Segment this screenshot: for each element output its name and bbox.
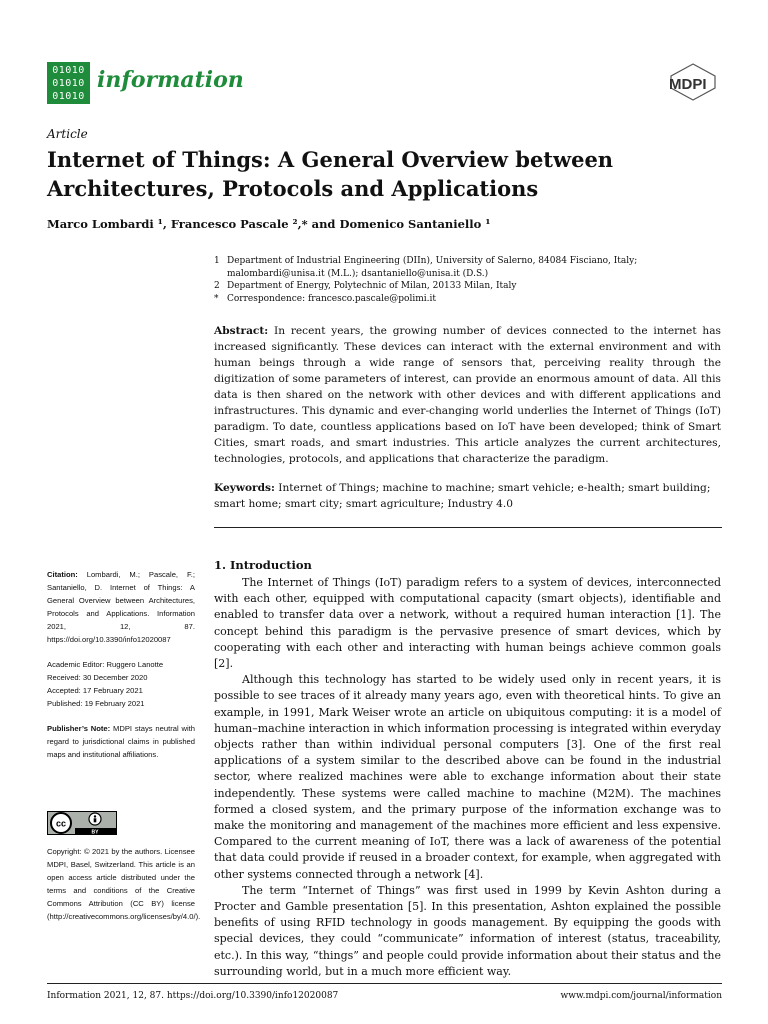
affiliation-item <box>214 255 714 268</box>
keywords-label: Keywords: <box>214 482 275 494</box>
abstract-label: Abstract: <box>214 325 269 337</box>
paragraph: Although this technology has started to be widely used only in recent years, it is possible to see traces of it already many years ago, even with theoretical hints. To give an example, in 1991, Mark Weiser wrote an article on ubiquitous computing: it is a model of human–machine interaction in which information processing is integrated within everyday objects rather than within individual personal computers [3]. One of the first real applications of a system similar to the described above can be found in the industrial sector, where realized machines were able to exchange information about their state independently. These systems were called machine to machine (M2M). The machines formed a closed system, and the primary purpose of the information exchange was to make the monitoring and management of the machines more efficient and less expensive. Compared to the current meaning of IoT, there was a lack of awareness of the potential that data could provide if reused in a broader context, for example, when aggregated with other systems connected through a network [4]. <box>214 673 721 881</box>
affiliation-mark: 2 <box>214 281 220 291</box>
journal-name: information <box>97 67 244 93</box>
divider <box>214 527 722 528</box>
publisher-note-label: Publisher’s Note: <box>47 724 111 733</box>
sidebar-info <box>47 568 195 773</box>
academic-editor: Academic Editor: Ruggero Lanotte <box>47 660 164 669</box>
affiliation-item <box>214 268 714 281</box>
affiliation-text: Correspondence: francesco.pascale@polimi.it <box>227 293 436 304</box>
published-date: Published: 19 February 2021 <box>47 699 145 708</box>
logo-line: 01010 <box>52 91 85 102</box>
accepted-date: Accepted: 17 February 2021 <box>47 686 143 695</box>
copyright-notice: Copyright: © 2021 by the authors. Licensee MDPI, Basel, Switzerland. This article is an open access article distributed under the terms and conditions of the Creative Commons Attribution (CC BY) license (http://creativecommons.org/licenses/by/4.0/). <box>47 847 201 921</box>
affiliation-text: Department of Industrial Engineering (DIIn), University of Salerno, 84084 Fisciano, Italy; <box>227 256 638 266</box>
article-type: Article <box>47 127 88 141</box>
citation <box>47 568 195 646</box>
body-text <box>214 575 721 980</box>
dates <box>47 658 195 710</box>
author-list: Marco Lombardi ¹, Francesco Pascale ²,* and Domenico Santaniello ¹ <box>47 217 491 231</box>
publisher-name: MDPI <box>669 76 707 93</box>
abstract <box>214 323 721 467</box>
svg-text:cc: cc <box>55 818 67 829</box>
footer-journal-url[interactable]: www.mdpi.com/journal/information <box>560 991 722 1001</box>
publisher-note <box>47 722 195 761</box>
keywords-text: Internet of Things; machine to machine; smart vehicle; e-health; smart building; smart home; smart city; smart agriculture; Industry 4.0 <box>214 482 711 510</box>
received-date: Received: 30 December 2020 <box>47 673 148 682</box>
footer-divider <box>47 983 722 984</box>
journal-logo <box>47 62 90 104</box>
paragraph: The term “Internet of Things” was first used in 1999 by Kevin Ashton during a Procter and Gamble presentation [5]. In this presentation, Ashton explained the possible benefits of using RFID technology in goods management. By equipping the goods with special devices, they could “communicate” information of interest (status, traceability, etc.). In this way, “things” and people could provide information about their status and the surrounding world, but in a much more efficient way. <box>214 883 721 978</box>
affiliation-text: Department of Energy, Polytechnic of Milan, 20133 Milan, Italy <box>227 281 517 291</box>
citation-label: Citation: <box>47 570 78 579</box>
citation-text[interactable]: Lombardi, M.; Pascale, F.; Santaniello, D. Internet of Things: A General Overview between Architectures, Protocols and Applications. Information 2021, 12, 87. https://doi.org/10.3390/info12020087 <box>47 570 195 644</box>
svg-text:BY: BY <box>91 829 99 835</box>
affiliations <box>214 255 714 305</box>
footer-citation[interactable]: Information 2021, 12, 87. https://doi.org/10.3390/info12020087 <box>47 991 339 1001</box>
cc-by-license-icon[interactable] <box>47 811 117 835</box>
keywords <box>214 480 721 512</box>
affiliation-mark: 1 <box>214 256 220 266</box>
affiliation-mark <box>214 268 227 281</box>
affiliation-mark: * <box>214 293 219 304</box>
section-heading: 1. Introduction <box>214 558 312 572</box>
affiliation-item <box>214 293 714 306</box>
paper-title: Internet of Things: A General Overview between Architectures, Protocols and Applications <box>47 147 614 201</box>
affiliation-item <box>214 280 714 293</box>
logo-line: 01010 <box>52 65 85 76</box>
paragraph: The Internet of Things (IoT) paradigm refers to a system of devices, interconnected with each other, equipped with computational capacity (smart objects), identifiable and enabled to transfer data over a network, without a required human interaction [1]. The concept behind this paradigm is the pervasive presence of smart devices, which by cooperating with each other and interacting with human beings achieve common goals [2]. <box>214 576 721 671</box>
abstract-text: In recent years, the growing number of devices connected to the internet has increased significantly. These devices can interact with the external environment and with human beings through a wide range of sensors that, perceiving reality through the digitization of some parameters of interest, can provide an enormous amount of data. All this data is then shared on the network with other devices and with different applications and infrastructures. This dynamic and ever-changing world underlies the Internet of Things (IoT) paradigm. To date, countless applications based on IoT have been developed; think of Smart Cities, smart roads, and smart industries. This article analyzes the current architectures, technologies, protocols, and applications that characterize the paradigm. <box>214 325 721 465</box>
publisher-note-text: MDPI stays neutral with regard to jurisdictional claims in published maps and institutional affiliations. <box>47 724 195 759</box>
affiliation-text: malombardi@unisa.it (M.L.); dsantaniello@unisa.it (D.S.) <box>227 268 489 279</box>
logo-line: 01010 <box>52 78 85 89</box>
